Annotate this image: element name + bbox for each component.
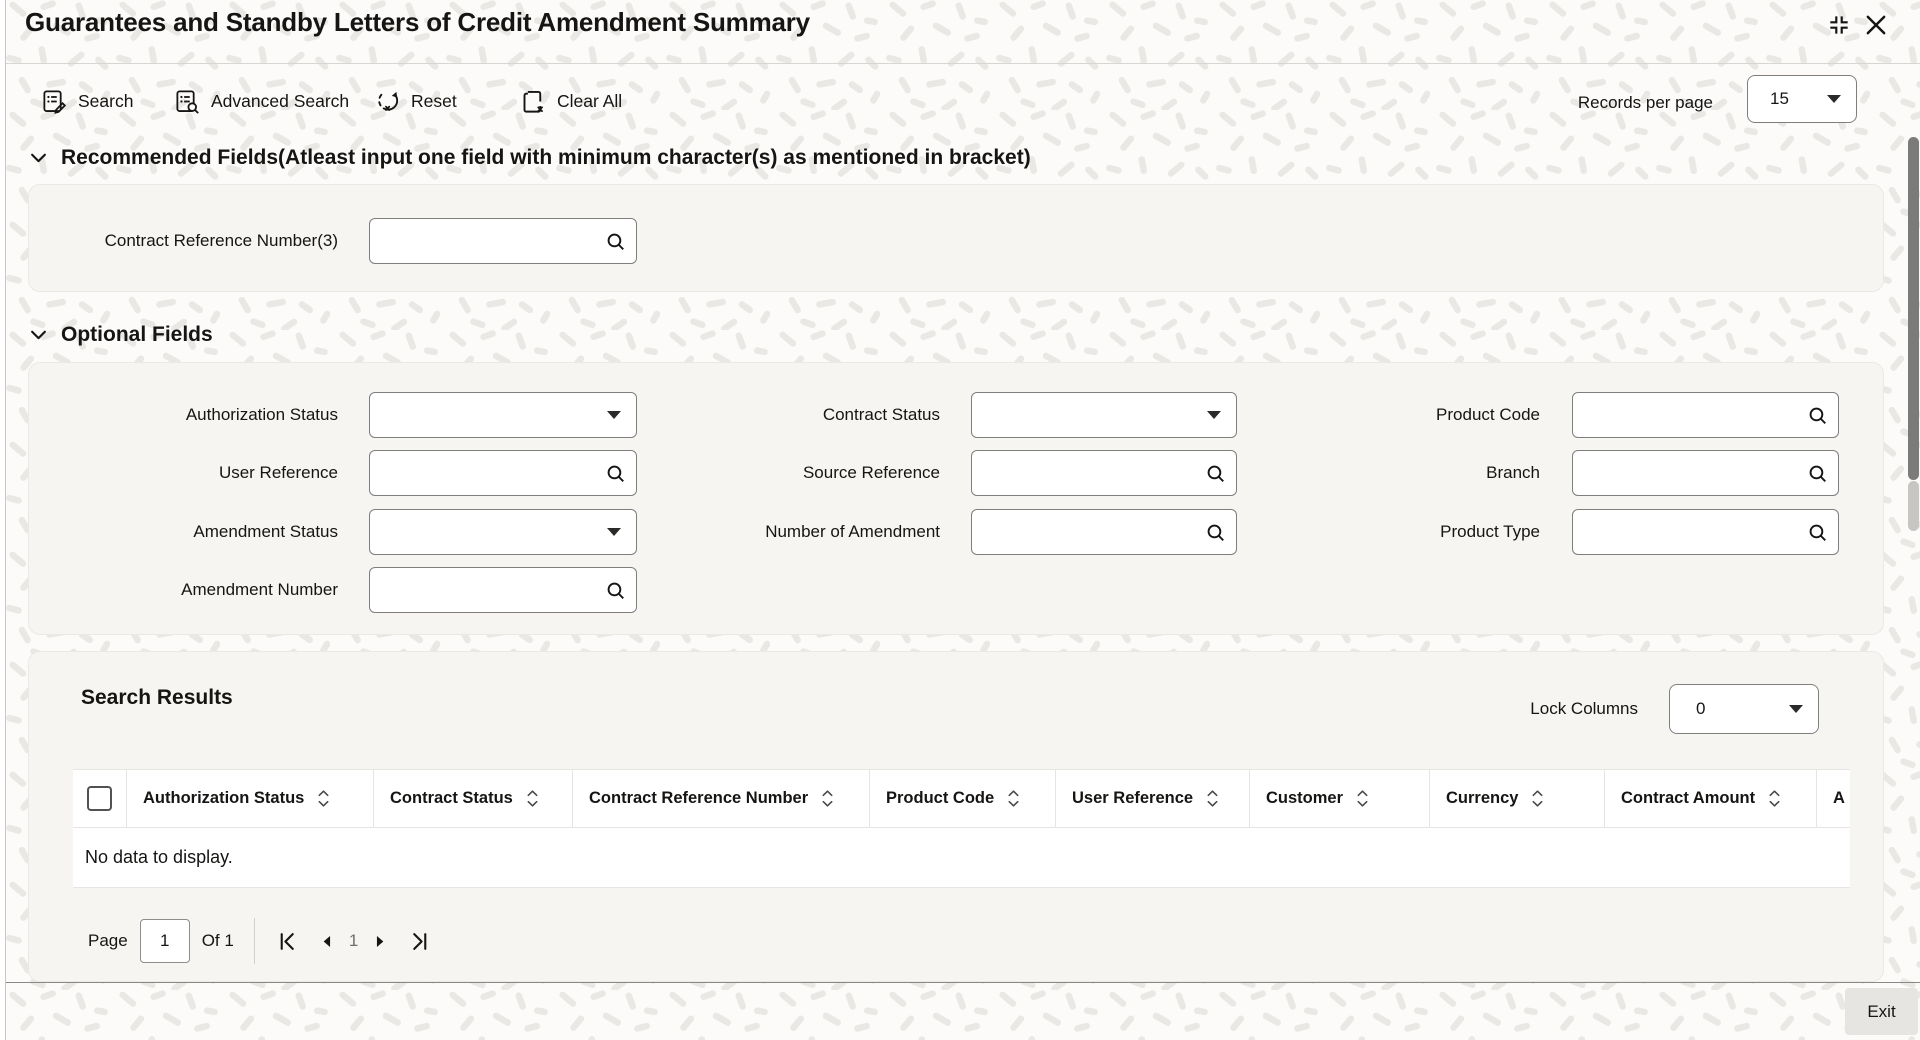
source-reference-label: Source Reference: [802, 463, 940, 482]
branch-field[interactable]: [1572, 450, 1839, 496]
column-header-currency[interactable]: Currency: [1430, 770, 1605, 827]
search-doc-icon: [41, 88, 68, 115]
sort-icon[interactable]: [1356, 788, 1369, 809]
page-of-label: Of 1: [201, 931, 234, 950]
source-reference-input[interactable]: [972, 464, 1205, 482]
search-lov-icon[interactable]: [605, 580, 626, 601]
clear-all-button-label: Clear All: [557, 90, 623, 111]
search-lov-icon[interactable]: [1205, 463, 1226, 484]
select-all-checkbox[interactable]: [87, 786, 112, 811]
lock-columns-select[interactable]: [1669, 684, 1819, 734]
first-page-button[interactable]: [275, 928, 301, 954]
vertical-scrollbar-thumb[interactable]: [1908, 137, 1919, 480]
search-lov-icon[interactable]: [1807, 405, 1828, 426]
advanced-search-button[interactable]: [174, 86, 349, 116]
page-title: Guarantees and Standby Letters of Credit Amendment Summary: [25, 7, 810, 37]
sort-icon[interactable]: [317, 788, 330, 809]
clear-all-button[interactable]: [520, 86, 622, 116]
no-data-text: No data to display.: [85, 847, 233, 867]
search-button[interactable]: [41, 86, 133, 116]
user-reference-label: User Reference: [218, 463, 338, 482]
chevron-down-icon: [607, 411, 621, 419]
empty-results-row: [73, 828, 1850, 888]
reset-button[interactable]: [374, 86, 457, 116]
authorization-status-select[interactable]: [369, 392, 637, 438]
contract-status-select[interactable]: [971, 392, 1237, 438]
product-code-field[interactable]: [1572, 392, 1839, 438]
branch-label: Branch: [1486, 463, 1540, 482]
pagination-divider: [254, 918, 255, 964]
recommended-fields-panel: [28, 184, 1884, 292]
column-header-contract-status[interactable]: Contract Status: [374, 770, 573, 827]
search-results-title: Search Results: [81, 686, 233, 709]
contract-reference-number-label: Contract Reference Number(3): [104, 231, 338, 250]
column-header-contract-reference-number[interactable]: Contract Reference Number: [573, 770, 870, 827]
sort-icon[interactable]: [1768, 788, 1781, 809]
product-type-field[interactable]: [1572, 509, 1839, 555]
records-per-page-value: 15: [1770, 89, 1789, 108]
optional-fields-title: Optional Fields: [61, 323, 213, 346]
sort-icon[interactable]: [1531, 788, 1544, 809]
recommended-fields-title: Recommended Fields(Atleast input one field with minimum character(s) as mentioned in bracket): [61, 146, 1031, 169]
next-page-button[interactable]: [366, 928, 392, 954]
collapse-window-button[interactable]: [1826, 12, 1852, 38]
chevron-down-icon: [1789, 705, 1803, 713]
vertical-scrollbar-thumb-fade[interactable]: [1908, 481, 1919, 531]
column-header-customer[interactable]: Customer: [1250, 770, 1430, 827]
current-page-number[interactable]: 1: [348, 931, 359, 950]
product-code-label: Product Code: [1436, 405, 1540, 424]
lock-columns-label: Lock Columns: [1530, 699, 1638, 718]
exit-button[interactable]: Exit: [1845, 988, 1918, 1035]
column-header-product-code[interactable]: Product Code: [870, 770, 1056, 827]
number-of-amendment-input[interactable]: [972, 523, 1205, 541]
column-header-user-reference[interactable]: User Reference: [1056, 770, 1250, 827]
amendment-status-label: Amendment Status: [193, 522, 338, 541]
product-type-input[interactable]: [1573, 523, 1807, 541]
product-code-input[interactable]: [1573, 406, 1807, 424]
reset-icon: [374, 88, 401, 115]
user-reference-input[interactable]: [370, 464, 605, 482]
search-lov-icon[interactable]: [605, 231, 626, 252]
number-of-amendment-field[interactable]: [971, 509, 1237, 555]
search-lov-icon[interactable]: [1807, 463, 1828, 484]
clear-all-icon: [520, 88, 547, 115]
records-per-page-select[interactable]: [1747, 75, 1857, 123]
collapse-icon: [1826, 12, 1852, 38]
branch-input[interactable]: [1573, 464, 1807, 482]
contract-reference-number-input[interactable]: [370, 232, 605, 250]
amendment-status-select[interactable]: [369, 509, 637, 555]
search-results-panel: [28, 651, 1884, 982]
authorization-status-label: Authorization Status: [185, 405, 338, 424]
source-reference-field[interactable]: [971, 450, 1237, 496]
lock-columns-value: 0: [1696, 699, 1706, 718]
number-of-amendment-label: Number of Amendment: [765, 522, 940, 541]
sort-icon[interactable]: [1007, 788, 1020, 809]
amendment-number-field[interactable]: [369, 567, 637, 613]
amendment-number-label: Amendment Number: [181, 580, 338, 599]
page-label: Page: [88, 931, 128, 950]
pagination: [88, 918, 432, 964]
chevron-down-icon: [30, 327, 47, 344]
results-table: [73, 769, 1850, 888]
optional-fields-header[interactable]: [30, 323, 213, 347]
results-table-header: [73, 769, 1850, 828]
title-separator: [0, 63, 1920, 64]
recommended-fields-header[interactable]: [30, 146, 1031, 170]
search-lov-icon[interactable]: [605, 463, 626, 484]
advanced-search-button-label: Advanced Search: [211, 90, 350, 111]
advanced-search-icon: [174, 88, 201, 115]
search-lov-icon[interactable]: [1807, 522, 1828, 543]
left-edge-strip: [0, 0, 6, 1040]
page-number-input[interactable]: 1: [140, 919, 190, 963]
column-header-clipped[interactable]: A: [1833, 789, 1845, 807]
close-icon: [1862, 11, 1890, 39]
chevron-down-icon: [30, 150, 47, 167]
chevron-down-icon: [607, 528, 621, 536]
sort-icon[interactable]: [821, 788, 834, 809]
records-per-page-label: Records per page: [1577, 93, 1713, 112]
search-lov-icon[interactable]: [1205, 522, 1226, 543]
user-reference-field[interactable]: [369, 450, 637, 496]
column-header-authorization-status[interactable]: Authorization Status: [127, 770, 374, 827]
footer-separator: [0, 982, 1920, 983]
contract-status-label: Contract Status: [822, 405, 940, 424]
sort-icon[interactable]: [526, 788, 539, 809]
sort-icon[interactable]: [1206, 788, 1219, 809]
column-header-contract-amount[interactable]: Contract Amount: [1605, 770, 1817, 827]
close-window-button[interactable]: [1862, 11, 1890, 39]
contract-reference-number-field[interactable]: [369, 218, 637, 264]
last-page-button[interactable]: [406, 928, 432, 954]
amendment-number-input[interactable]: [370, 581, 605, 599]
chevron-down-icon: [1207, 411, 1221, 419]
search-button-label: Search: [78, 90, 134, 111]
product-type-label: Product Type: [1440, 522, 1540, 541]
optional-fields-panel: [28, 362, 1884, 635]
previous-page-button[interactable]: [315, 928, 341, 954]
chevron-down-icon: [1827, 95, 1841, 103]
reset-button-label: Reset: [411, 90, 457, 111]
